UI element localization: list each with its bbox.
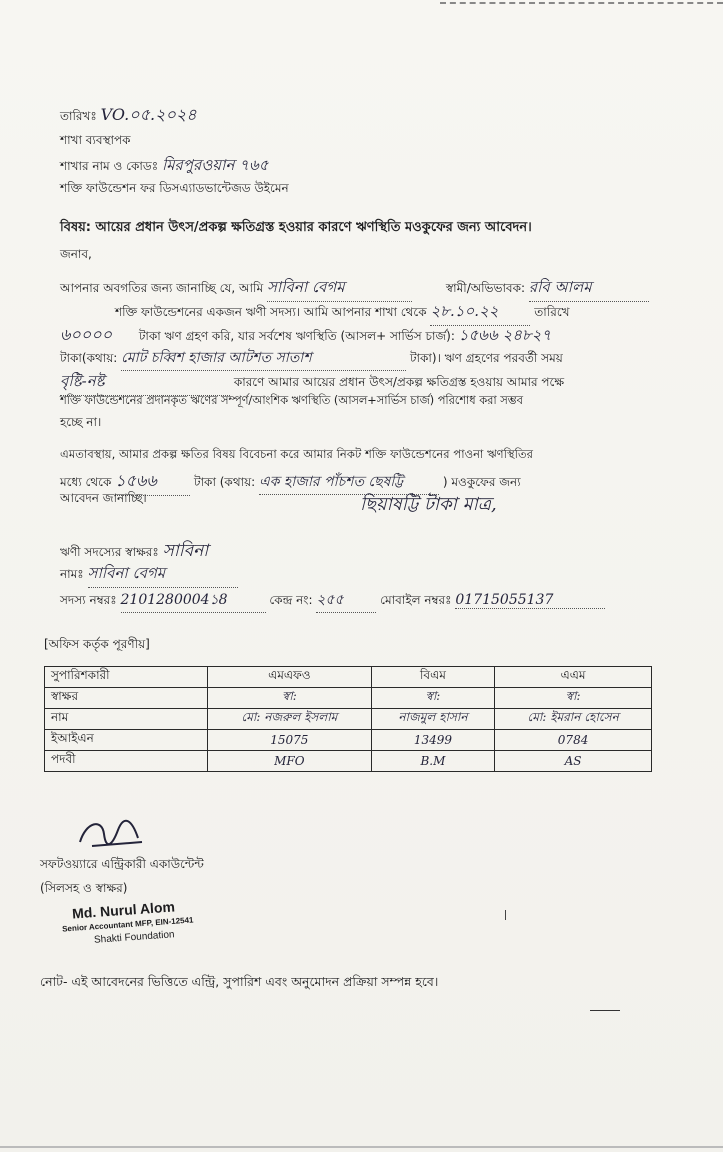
para1-line6: শক্তি ফাউন্ডেশনের প্রদানকৃত ঋণের সম্পূর্ণ/আংশিক ঋণস্থিতি (আসল+সার্ভিস চার্জ) পরিশোধ করা সম্ভব [60, 394, 523, 407]
stray-mark [505, 910, 506, 920]
para2-text: টাকা (কথায়: [194, 475, 256, 489]
row-label: স্বাক্ষর [45, 688, 208, 709]
para1-text: কারণে আমার আয়ের প্রধান উৎস/প্রকল্প ক্ষতিগ্রস্ত হওয়ায় আমার পক্ষে [233, 375, 565, 389]
row-label: নাম [45, 709, 208, 730]
para1-text: আপনার অবগতির জন্য জানাচ্ছি যে, আমি [60, 281, 264, 295]
table-row-signature [45, 688, 652, 709]
loan-amount: ৬০০০০ [60, 325, 113, 344]
table-cell: স্বা: [371, 688, 494, 709]
accountant-subtitle: (সিলসহ ও স্বাক্ষর) [40, 881, 128, 895]
date-line [60, 102, 197, 129]
balance-in-words: মোট চব্বিশ হাজার আটশত সাতাশ [121, 346, 406, 371]
row-label: পদবী [45, 751, 208, 772]
guardian-label: স্বামী/অভিভাবক: [445, 281, 526, 295]
para1-text: টাকা ঋণ গ্রহণ করি, যার সর্বশেষ ঋণস্থিতি (আসল+ সার্ভিস চার্জ): [138, 329, 455, 343]
approval-table [44, 666, 652, 772]
table-cell: MFO [208, 751, 372, 772]
para1-text: টাকা(কথায়: [60, 351, 118, 365]
date-suffix: তারিখে [534, 305, 570, 319]
center-number: ২৫৫ [316, 588, 376, 613]
table-cell: মো: ইমরান হোসেন [495, 709, 652, 730]
member-id-line [60, 588, 605, 613]
table-header-row [45, 667, 652, 688]
date-label: তারিখঃ [60, 109, 97, 123]
member-signature-label: ঋণী সদস্যের স্বাক্ষরঃ [60, 545, 159, 559]
stamp-title: Senior Accountant MFP, EIN-12541 [61, 915, 194, 934]
table-cell: 0784 [495, 730, 652, 751]
member-name-label: নামঃ [60, 567, 84, 581]
accountant-title: সফটওয়্যারে এন্ট্রিকারী একাউন্টেন্ট [40, 857, 204, 871]
applicant-name: সাবিনা বেগম [267, 276, 412, 302]
table-header-cell: সুপারিশকারী [45, 667, 208, 688]
para2-line3: আবেদন জানাচ্ছি। [60, 491, 147, 505]
accountant-signature [72, 812, 152, 852]
branch-name-value: মিরপুরওয়ান ৭৬৫ [161, 156, 269, 174]
waiver-amount-words: এক হাজার পাঁচশত ছেষট্টি [259, 470, 439, 495]
branch-name-label: শাখার নাম ও কোডঃ [60, 159, 159, 173]
stray-mark [590, 1010, 620, 1011]
loan-balance: ১৫৬৬ ২৪৮২৭ [458, 326, 552, 344]
office-use-note: [অফিস কর্তৃক পূরণীয়] [44, 637, 150, 651]
table-row-designation [45, 751, 652, 772]
table-cell: স্বা: [208, 688, 372, 709]
para1-line4 [60, 346, 563, 371]
para1-text: শক্তি ফাউন্ডেশনের একজন ঋণী সদস্য। আমি আপনার শাখা থেকে [115, 305, 427, 319]
stamp-org: Shakti Foundation [93, 929, 175, 946]
branch-manager: শাখা ব্যবস্থাপক [60, 133, 131, 147]
page-edge [440, 2, 723, 4]
row-label: ইআইএন [45, 730, 208, 751]
footer-note: নোট- এই আবেদনের ভিত্তিতে এন্ট্রি, সুপারিশ এবং অনুমোদন প্রক্রিয়া সম্পন্ন হবে। [40, 974, 439, 989]
organization-name: শক্তি ফাউন্ডেশন ফর ডিসএ্যাডভান্টেজড উইমেন [60, 181, 289, 195]
guardian-name: রবি আলম [529, 276, 649, 302]
waiver-amount: ১৫৬৬ [115, 468, 190, 496]
table-cell: নাজমুল হাসান [371, 709, 494, 730]
para2-line1: এমতাবস্থায়, আমার প্রকল্প ক্ষতির বিষয় বিবেচনা করে আমার নিকট শক্তি ফাউন্ডেশনের পাওনা ঋণস্থিতির [60, 447, 534, 461]
member-signature: সাবিনা [162, 541, 209, 561]
loan-date: ২৮.১০.২২ [430, 300, 530, 326]
table-cell: 13499 [371, 730, 494, 751]
table-row-name [45, 709, 652, 730]
damage-reason: বৃষ্টি-নষ্ট [60, 370, 230, 396]
mobile-label: মোবাইল নম্বরঃ [380, 593, 452, 607]
para1-line7: হচ্ছে না। [60, 415, 102, 429]
table-header-cell: বিএম [371, 667, 494, 688]
table-cell: B.M [371, 751, 494, 772]
member-name-line [60, 562, 238, 588]
para2-text: মধ্যে থেকে [60, 475, 112, 489]
member-name: সাবিনা বেগম [88, 562, 238, 588]
para1-line1 [60, 276, 649, 302]
salutation: জনাব, [60, 247, 92, 261]
table-header-cell: এএম [495, 667, 652, 688]
table-cell: AS [495, 751, 652, 772]
member-id-label: সদস্য নম্বরঃ [60, 593, 117, 607]
table-row-ein [45, 730, 652, 751]
table-cell: মো: নজরুল ইসলাম [208, 709, 372, 730]
subject-line: বিষয়: আয়ের প্রধান উৎস/প্রকল্প ক্ষতিগ্রস্ত হওয়ার কারণে ঋণস্থিতি মওকুফের জন্য আবেদন। [60, 220, 532, 235]
mobile-number: 01715055137 [455, 592, 605, 609]
table-cell: 15075 [208, 730, 372, 751]
para2-text: ) মওকুফের জন্য [442, 475, 521, 489]
table-cell: স্বা: [495, 688, 652, 709]
date-value: VO.০৫.২০২৪ [100, 105, 197, 124]
page-edge [0, 1146, 723, 1148]
para1-line3 [60, 322, 551, 349]
branch-name-line [60, 154, 268, 179]
stamp-name: Md. Nurul Alom [71, 898, 176, 922]
waiver-words-continued: ছিয়াষট্টি টাকা মাত্র, [360, 494, 497, 515]
center-label: কেন্দ্র নং: [269, 593, 313, 607]
member-id: 2101280004১8 [121, 588, 266, 613]
table-header-cell: এমএফও [208, 667, 372, 688]
para1-text: টাকা)। ঋণ গ্রহণের পরবর্তী সময় [410, 351, 563, 365]
